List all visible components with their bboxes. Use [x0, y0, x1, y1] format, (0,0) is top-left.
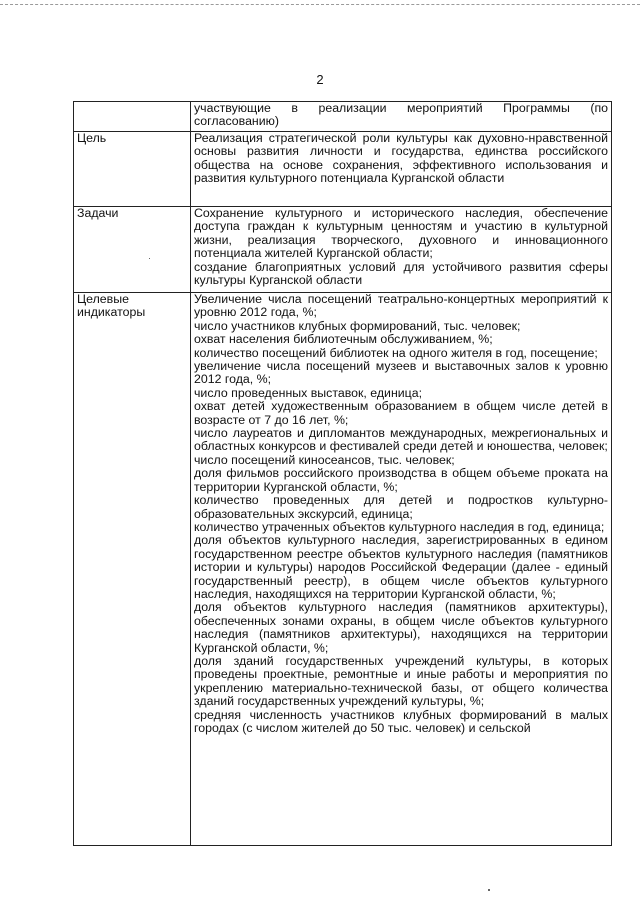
passport-table — [73, 101, 612, 846]
row-content — [191, 102, 612, 132]
table-row — [74, 293, 612, 846]
indicator-item: охват детей художественным образованием в общем числе детей в возрасте от 7 до 16 лет, %; — [194, 399, 608, 427]
table-row — [74, 207, 612, 293]
table-row — [74, 102, 612, 132]
indicator-item: количество проведенных для детей и подростков культурно-образовательных экскурсий, единица; — [194, 493, 608, 521]
scan-top-border — [0, 4, 640, 5]
indicator-item: число участников клубных формирований, тыс. человек; — [194, 318, 521, 333]
row-label — [74, 102, 191, 132]
indicator-item: средняя численность участников клубных формирований в малых городах (с числом жителей до 50 тыс. человек) и сельской — [194, 707, 608, 735]
row-content — [191, 293, 612, 846]
row-content — [191, 132, 612, 207]
scan-speck — [149, 258, 150, 259]
indicator-item: число проведенных выставок, единица; — [194, 385, 423, 400]
content-paragraph: участвующие в реализации мероприятий Программы (по согласованию) — [194, 101, 608, 129]
row-content — [191, 207, 612, 293]
indicator-item: доля фильмов российского производства в общем объеме проката на территории Курганской области, %; — [194, 466, 608, 494]
indicator-item: увеличение числа посещений музеев и выставочных залов к уровню 2012 года, %; — [194, 359, 608, 387]
indicator-item: доля объектов культурного наследия, зарегистрированных в едином государственном реестре объектов культурного наследия (памятников истории и культуры) народов Российской Федерации (далее - единый государственный реестр), в общем числе объектов культурного наследия, находящихся на территории Курганской области, %; — [194, 533, 608, 601]
indicator-item: количество посещений библиотек на одного жителя в год, посещение; — [194, 345, 598, 360]
row-label: Задачи — [74, 207, 191, 293]
indicator-item: доля зданий государственных учреждений культуры, в которых проведены проектные, ремонтные и иные работы и мероприятия по укреплению материально-технической базы, от общего количества зданий государственных учреждений культуры, %; — [194, 653, 608, 709]
scan-speck — [488, 889, 490, 891]
indicator-item: охват населения библиотечным обслуживанием, %; — [194, 332, 493, 347]
content-paragraph: создание благоприятных условий для устойчивого развития сферы культуры Курганской области — [194, 259, 608, 288]
row-label: Цель — [74, 132, 191, 207]
page-number: 2 — [316, 72, 324, 87]
content-paragraph: Сохранение культурного и исторического наследия, обеспечение доступа граждан к культурным ценностям и участию в культурной жизни, реализация творческого, духовного и инновационного потенциала жителей Курганской области; — [194, 206, 608, 261]
row-label: Целевые индикаторы — [74, 293, 191, 846]
indicator-item: доля объектов культурного наследия (памятников архитектуры), обеспеченных зонами охраны, в общем числе объектов культурного наследия (памятников архитектуры), находящихся на территории Курганской области, %; — [194, 600, 608, 655]
indicator-item: количество утраченных объектов культурного наследия в год, единица; — [194, 519, 605, 534]
indicator-item: Увеличение числа посещений театрально-концертных мероприятий к уровню 2012 года, %; — [194, 292, 608, 320]
table-row — [74, 132, 612, 207]
indicator-item: число посещений киносеансов, тыс. человек; — [194, 452, 455, 467]
content-paragraph: Реализация стратегической роли культуры как духовно-нравственной основы развития личности и государства, единства российского общества на основе сохранения, эффективного использования и развития культурного потенциала Курганской области — [194, 131, 608, 186]
indicator-item: число лауреатов и дипломантов международных, межрегиональных и областных конкурсов и фестивалей среди детей и юношества, человек; — [194, 426, 608, 454]
